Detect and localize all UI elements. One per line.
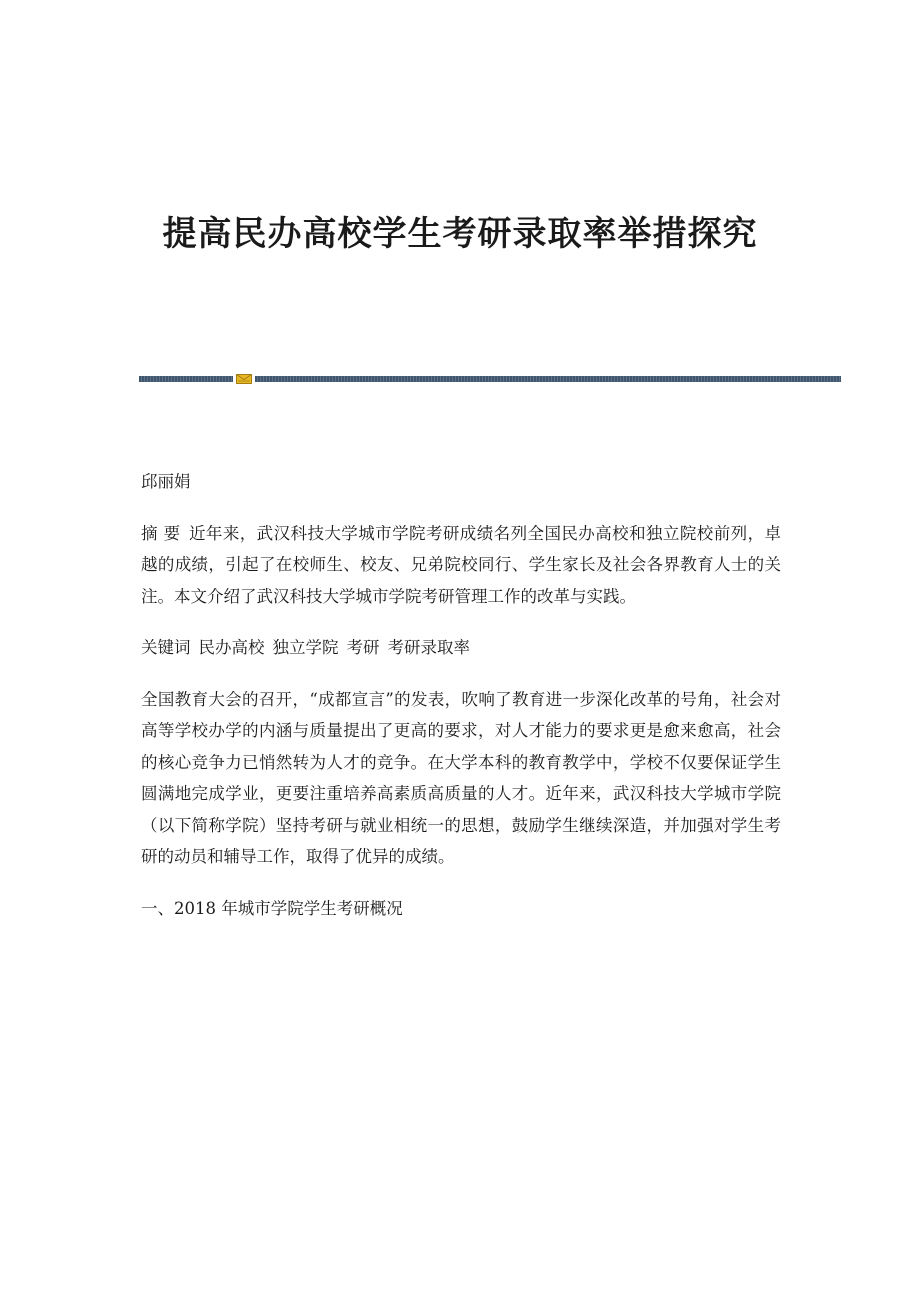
abstract-label: 摘 要 [141, 523, 181, 543]
keyword-item: 独立学院 [272, 638, 339, 657]
abstract-text: 近年来，武汉科技大学城市学院考研成绩名列全国民办高校和独立院校前列，卓越的成绩，引起了在校师生、校友、兄弟院校同行、学生家长及社会各界教育人士的关注。本文介绍了武汉科技大学城市学院考研管理工作的改革与实践。 [141, 523, 781, 606]
divider-bar-left [139, 376, 233, 382]
abstract-paragraph [141, 518, 781, 613]
keyword-item: 考研录取率 [387, 638, 470, 657]
keywords-line [141, 632, 781, 664]
title-divider [139, 374, 841, 386]
section-heading: 一、2018 年城市学院学生考研概况 [141, 898, 403, 918]
keywords-label: 关键词 [141, 638, 191, 657]
keyword-item: 民办高校 [198, 638, 265, 657]
document-body [141, 466, 781, 924]
keyword-item: 考研 [346, 638, 380, 657]
envelope-ornament-icon [236, 374, 252, 384]
document-title: 提高民办高校学生考研录取率举措探究 [162, 214, 758, 254]
divider-bar-right [255, 376, 841, 382]
author-name: 邱丽娟 [141, 472, 191, 491]
body-paragraph: 全国教育大会的召开，“成都宣言”的发表，吹响了教育进一步深化改革的号角，社会对高等学校办学的内涵与质量提出了更高的要求，对人才能力的要求更是愈来愈高，社会的核心竞争力已悄然转为人才的竞争。在大学本科的教育教学中，学校不仅要保证学生圆满地完成学业，更要注重培养高素质高质量的人才。近年来，武汉科技大学城市学院（以下简称学院）坚持考研与就业相统一的思想，鼓励学生继续深造，并加强对学生考研的动员和辅导工作，取得了优异的成绩。 [141, 689, 781, 866]
